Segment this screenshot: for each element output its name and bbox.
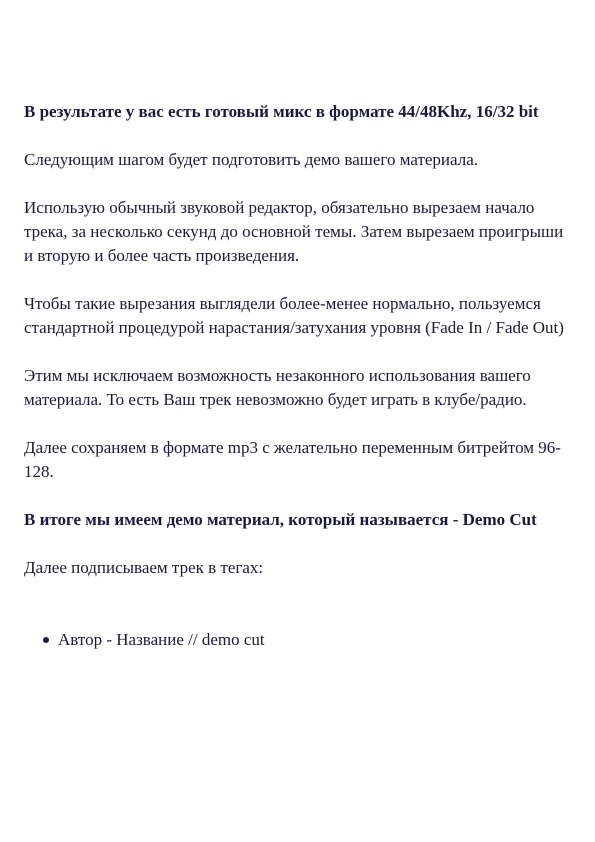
document-page xyxy=(24,100,574,652)
paragraph-protection: Этим мы исключаем возможность незаконного использования вашего материала. То есть Ваш трек невозможно будет играть в клубе/радио. xyxy=(24,366,531,409)
heading-demo-cut: В итоге мы имеем демо материал, который называется - Demo Cut xyxy=(24,510,537,529)
list-item xyxy=(24,628,574,652)
paragraph-prepare-demo: Следующим шагом будет подготовить демо вашего материала. xyxy=(24,150,478,169)
bullet-icon xyxy=(43,637,49,643)
tag-list xyxy=(24,628,574,652)
list-item-text: Автор - Название // demo cut xyxy=(58,630,265,649)
paragraph-cut-track: Использую обычный звуковой редактор, обязательно вырезаем начало трека, за несколько секунд до основной темы. Затем вырезаем проигрыши и вторую и более часть произведения. xyxy=(24,198,564,265)
spacer xyxy=(24,604,574,628)
paragraph-save-mp3: Далее сохраняем в формате mp3 с желательно переменным битрейтом 96-128. xyxy=(24,438,561,481)
paragraph-fade: Чтобы такие вырезания выглядели более-менее нормально, пользуемся стандартной процедурой нарастания/затухания уровня (Fade In / Fade Out) xyxy=(24,294,564,337)
heading-mix-format: В результате у вас есть готовый микс в формате 44/48Khz, 16/32 bit xyxy=(24,102,539,121)
paragraph-tags-intro: Далее подписываем трек в тегах: xyxy=(24,558,264,577)
